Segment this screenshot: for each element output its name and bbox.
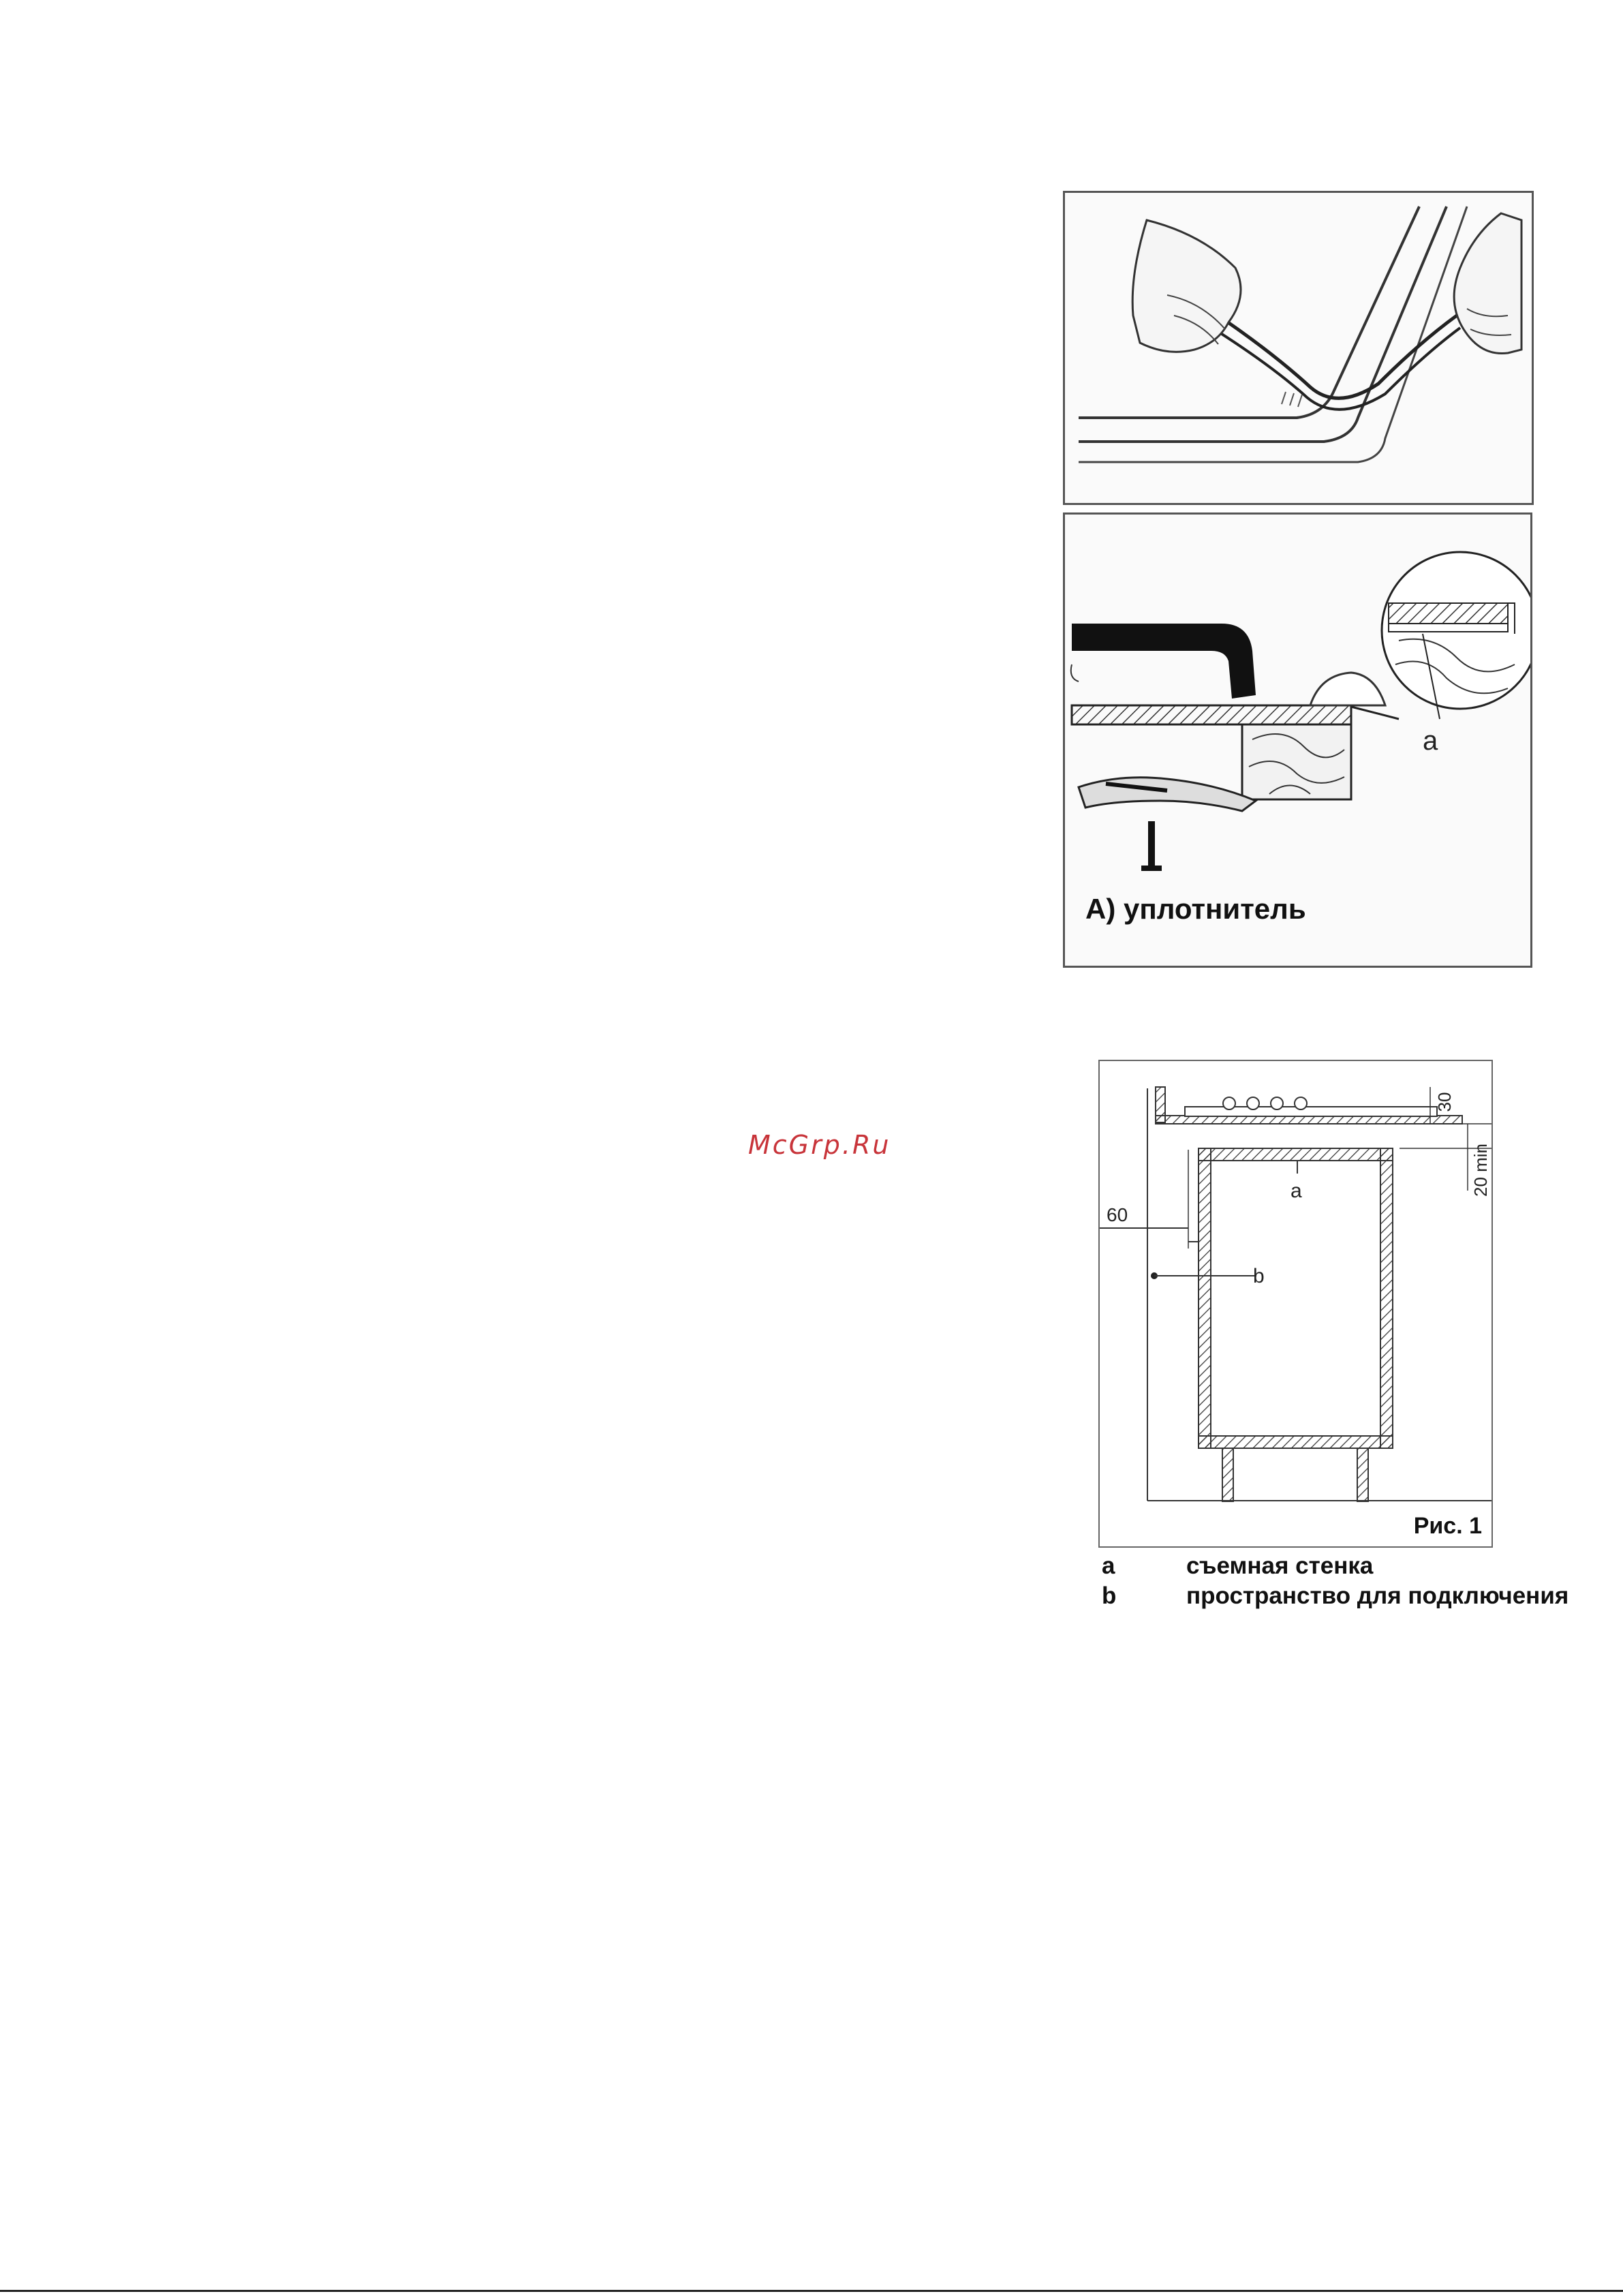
page-bottom-rule bbox=[0, 2290, 1623, 2292]
dim-top-label: 30 bbox=[1434, 1092, 1455, 1112]
figure-caption: Рис. 1 bbox=[1413, 1513, 1482, 1539]
seal-caption: А) уплотнитель bbox=[1085, 893, 1306, 925]
legend-text: пространство для подключения bbox=[1186, 1582, 1569, 1609]
cabinet-label-a: a bbox=[1290, 1180, 1302, 1202]
seal-application-illustration bbox=[1063, 191, 1534, 505]
legend-item bbox=[1102, 1551, 1568, 1581]
cabinet-drawing bbox=[1100, 1061, 1491, 1546]
dim-side-label: 60 bbox=[1107, 1204, 1128, 1225]
cabinet-label-b: b bbox=[1253, 1265, 1265, 1287]
legend-key: b bbox=[1102, 1582, 1117, 1609]
watermark-text: McGrp.Ru bbox=[748, 1130, 891, 1160]
cabinet-installation-diagram bbox=[1098, 1060, 1493, 1548]
seal-label-a: a bbox=[1423, 726, 1438, 756]
figure-legend bbox=[1102, 1551, 1568, 1611]
dim-gap-label: 20 min bbox=[1470, 1143, 1491, 1197]
legend-item bbox=[1102, 1581, 1568, 1611]
legend-text: съемная стенка bbox=[1186, 1552, 1374, 1579]
seal-application-drawing bbox=[1065, 193, 1532, 503]
seal-cross-section-illustration bbox=[1063, 512, 1532, 968]
legend-key: a bbox=[1102, 1552, 1115, 1579]
